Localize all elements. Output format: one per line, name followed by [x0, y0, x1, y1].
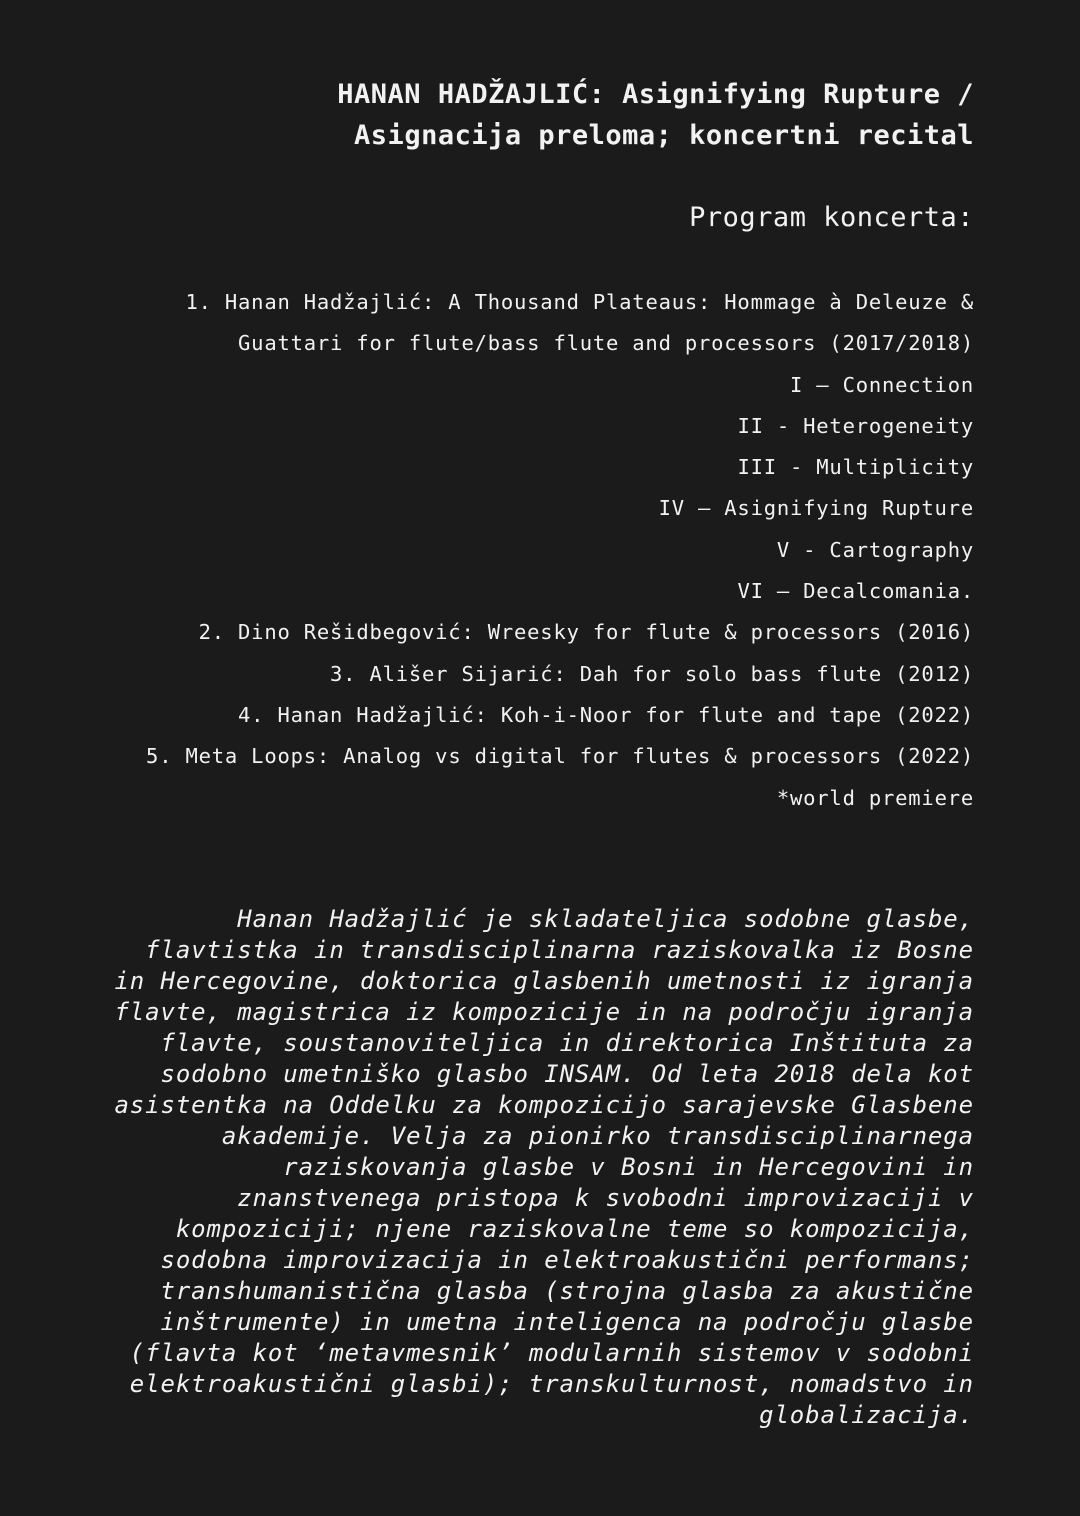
program-line: 3. Ališer Sijarić: Dah for solo bass flute (2012) — [330, 661, 974, 686]
bio-line: flavte, magistrica iz kompozicije in na področju igranja — [114, 998, 974, 1026]
concert-title-line-1: HANAN HADŽAJLIĆ: Asignifying Rupture / — [337, 79, 974, 110]
bio-line: kompoziciji; njene raziskovalne teme so kompozicija, — [175, 1215, 974, 1243]
biography-paragraph — [54, 904, 974, 1431]
program-line: 2. Dino Rešidbegović: Wreesky for flute & processors (2016) — [198, 620, 974, 645]
bio-line: Hanan Hadžajlić je skladateljica sodobne glasbe, — [237, 905, 974, 933]
program-line: Guattari for flute/bass flute and processors (2017/2018) — [238, 331, 974, 356]
bio-line: sodobno umetniško glasbo INSAM. Od leta 2018 dela kot — [160, 1060, 974, 1088]
bio-line: transhumanistična glasba (strojna glasba za akustične — [160, 1277, 974, 1305]
program-line: 5. Meta Loops: Analog vs digital for flutes & processors (2022) — [146, 744, 974, 769]
program-heading: Program koncerta: — [689, 202, 974, 233]
program-movement: V - Cartography — [776, 537, 974, 562]
program-movement: VI – Decalcomania. — [737, 579, 974, 604]
program-movement: IV – Asignifying Rupture — [658, 496, 974, 521]
bio-line: raziskovanja glasbe v Bosni in Hercegovini in — [283, 1153, 974, 1181]
bio-line: znanstvenega pristopa k svobodni improvizaciji v — [237, 1184, 974, 1212]
program-movement: II - Heterogeneity — [737, 413, 974, 438]
bio-line: flavte, soustanoviteljica in direktorica Inštituta za — [160, 1029, 974, 1057]
bio-line: elektroakustični glasbi); transkulturnost, nomadstvo in — [129, 1370, 974, 1398]
program-line: 4. Hanan Hadžajlić: Koh-i-Noor for flute and tape (2022) — [238, 702, 974, 727]
bio-line: asistentka na Oddelku za kompozicijo sarajevske Glasbene — [114, 1091, 974, 1119]
program-list — [146, 282, 974, 819]
program-movement: III - Multiplicity — [737, 455, 974, 480]
program-line: 1. Hanan Hadžajlić: A Thousand Plateaus: Hommage à Deleuze & — [185, 290, 974, 314]
bio-line: flavtistka in transdisciplinarna raziskovalka iz Bosne — [145, 936, 974, 964]
bio-line: akademije. Velja za pionirko transdisciplinarnega — [221, 1122, 974, 1150]
bio-line: globalizacija. — [759, 1401, 974, 1429]
world-premiere-note: *world premiere — [776, 785, 974, 810]
bio-line: (flavta kot ‘metavmesnik’ modularnih sistemov v sodobni — [129, 1339, 974, 1367]
concert-title-line-2: Asignacija preloma; koncertni recital — [354, 120, 974, 151]
concert-title — [337, 74, 974, 156]
bio-line: sodobna improvizacija in elektroakustični performans; — [160, 1246, 974, 1274]
bio-line: in Hercegovine, doktorica glasbenih umetnosti iz igranja — [114, 967, 974, 995]
program-movement: I – Connection — [790, 372, 974, 397]
bio-line: inštrumente) in umetna inteligenca na področju glasbe — [160, 1308, 974, 1336]
